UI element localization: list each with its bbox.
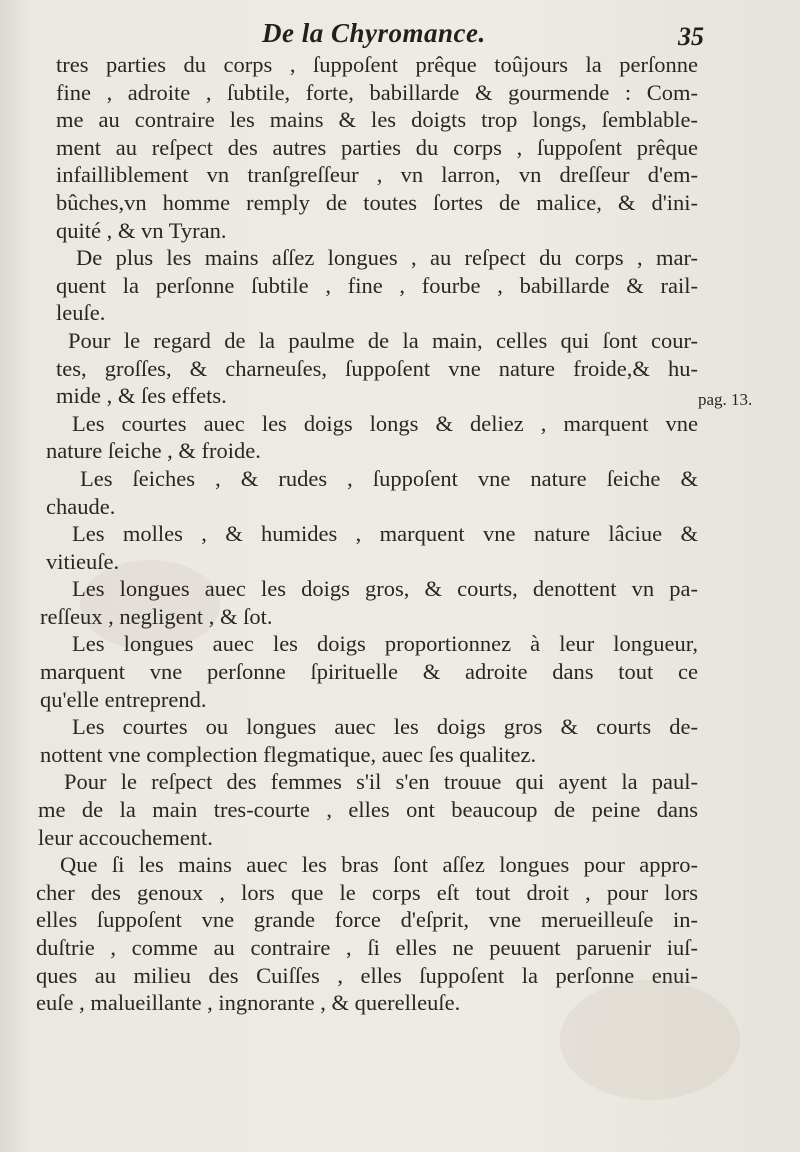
text-line: Les courtes auec les doigs longs & deliez , marquent vne [72,410,698,436]
text-line: Pour le regard de la paulme de la main, celles qui ſont cour- [68,327,698,353]
text-line: ques au milieu des Cuiſſes , elles ſuppoſent la perſonne enui- [36,962,698,988]
text-line: quité , & vn Tyran. [56,217,227,243]
text-line: Pour le reſpect des femmes s'il s'en trouue qui ayent la paul- [64,769,698,795]
text-line: me de la main tres-courte , elles ont beaucoup de peine dans [38,797,698,823]
text-line: leuſe. [56,300,106,326]
text-line: Les molles , & humides , marquent vne nature lâciue & [72,521,698,547]
text-line: vitieuſe. [46,548,120,574]
text-line: Les longues auec les doigs gros, & courts, denottent vn pa- [72,576,698,602]
text-line: elles ſuppoſent vne grande force d'eſprit, vne merueilleuſe in- [36,907,698,933]
text-line: tres parties du corps , ſuppoſent prêque toûjours la perſonne [56,52,698,77]
text-line: Les courtes ou longues auec les doigs gros & courts de- [72,714,698,740]
margin-note: pag. 13. [698,390,753,409]
text-line: marquent vne perſonne ſpirituelle & adroite dans tout ce [40,659,698,685]
text-line: euſe , malueillante , ingnorante , & querelleuſe. [36,990,461,1016]
text-line: nottent vne complection flegmatique, auec ſes qualitez. [40,741,537,767]
text-line: ment au reſpect des autres parties du corps , ſuppoſent prêque [56,134,698,160]
text-line: duſtrie , comme au contraire , ſi elles ne peuuent paruenir iuſ- [36,935,698,960]
text-line: Que ſi les mains auec les bras ſont aſſez longues pour appro- [60,852,698,878]
text-line: De plus les mains aſſez longues , au reſpect du corps , mar- [76,245,698,271]
text-line: me au contraire les mains & les doigts trop longs, ſemblable- [56,107,698,133]
text-line: tes, groſſes, & charneuſes, ſuppoſent vne nature froide,& hu- [56,355,698,381]
text-line: Les ſeiches , & rudes , ſuppoſent vne nature ſeiche & [80,465,698,491]
text-line: fine , adroite , ſubtile, forte, babillarde & gourmende : Com- [56,79,698,105]
text-line: qu'elle entreprend. [40,686,207,712]
text-line: bûches,vn homme remply de toutes ſortes de malice, & d'ini- [56,189,698,215]
text-line: quent la perſonne ſubtile , fine , fourbe , babillarde & rail- [56,272,698,298]
text-line: reſſeux , negligent , & ſot. [40,603,273,629]
text-line: leur accouchement. [38,824,213,850]
text-line: cher des genoux , lors que le corps eſt tout droit , pour lors [36,879,698,905]
text-line: nature ſeiche , & froide. [46,438,261,464]
page-number: 35 [678,22,704,51]
body-text [32,51,698,1017]
running-title: De la Chyromance. [262,18,486,48]
text-line: Les longues auec les doigs proportionnez à leur longueur, [72,631,698,657]
text-line: mide , & ſes effets. [56,383,227,409]
text-line: chaude. [46,493,116,519]
text-line: infailliblement vn tranſgreſſeur , vn larron, vn dreſſeur d'em- [56,162,698,188]
